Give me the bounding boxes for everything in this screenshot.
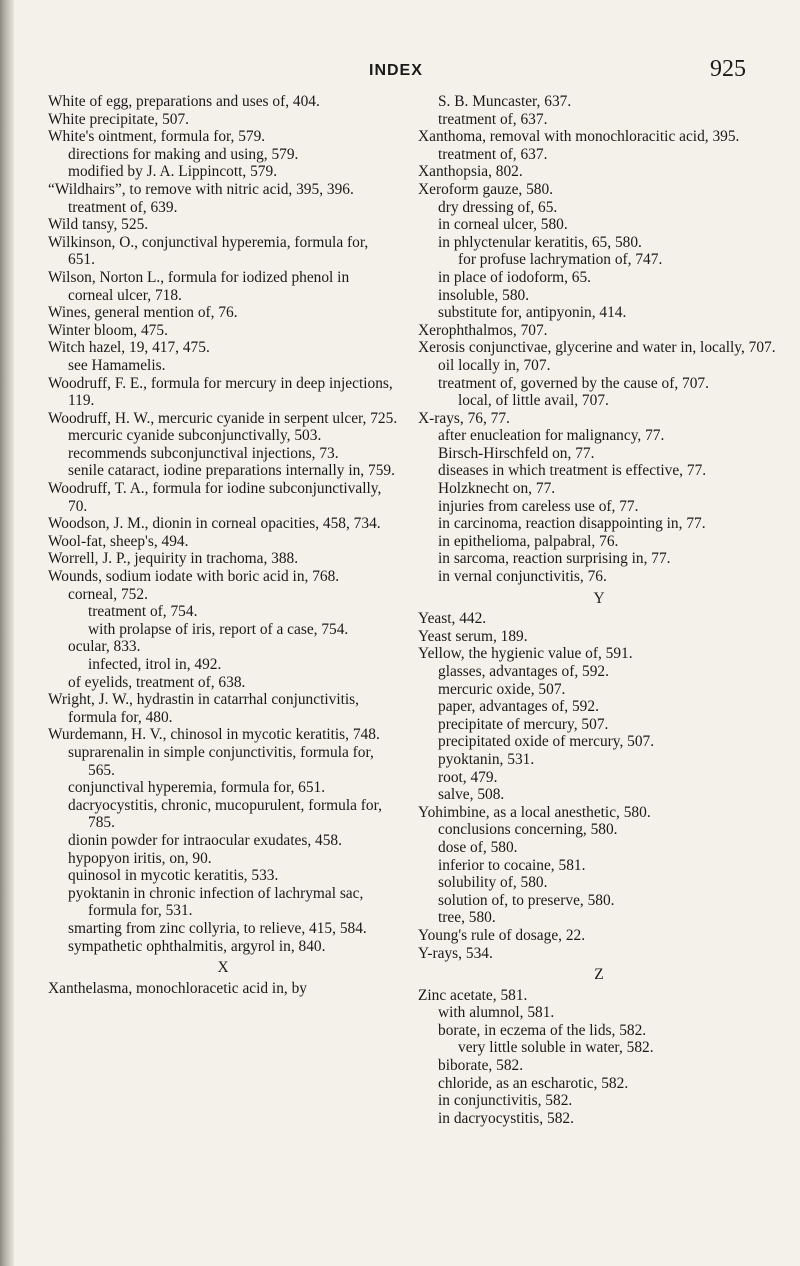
page-binding-edge: [0, 0, 14, 1266]
index-subentry: precipitated oxide of mercury, 507.: [438, 733, 655, 751]
index-subentry: in carcinoma, reaction disappointing in, 77.: [438, 515, 706, 533]
index-entry: White of egg, preparations and uses of, 404.: [48, 93, 320, 110]
index-entry: Y-rays, 534.: [418, 944, 493, 962]
index-subentry: diseases in which treatment is effective, 77.: [438, 462, 707, 480]
index-subentry: after enucleation for malignancy, 77.: [438, 427, 665, 445]
index-entry: Winter bloom, 475.: [48, 321, 168, 339]
index-subentry: conjunctival hyperemia, formula for, 651.: [68, 779, 326, 797]
index-subentry: recommends subconjunctival injections, 73.: [68, 444, 339, 462]
index-subentry: treatment of, 637.: [438, 110, 548, 128]
index-subentry: in dacryocystitis, 582.: [438, 1109, 574, 1127]
index-subentry: in phlyctenular keratitis, 65, 580.: [438, 233, 642, 251]
index-entry: Xanthelasma, monochloracetic acid in, by: [48, 979, 307, 997]
index-entry: Wounds, sodium iodate with boric acid in, 768.: [48, 568, 340, 586]
index-subentry: see Hamamelis.: [68, 356, 166, 374]
index-subentry: Holzknecht on, 77.: [438, 480, 556, 498]
index-entry: Wild tansy, 525.: [48, 216, 149, 234]
index-subentry: directions for making and using, 579.: [68, 145, 299, 163]
index-subentry: in conjunctivitis, 582.: [438, 1092, 573, 1110]
index-subentry: in vernal conjunctivitis, 76.: [438, 568, 607, 586]
index-entry: Wright, J. W., hydrastin in catarrhal conjunctivitis, formula for, 480.: [48, 691, 359, 726]
index-entry: Xanthopsia, 802.: [418, 163, 523, 181]
index-entry: “Wildhairs”, to remove with nitric acid, 395, 396.: [48, 180, 354, 198]
index-entry: Wilkinson, O., conjunctival hyperemia, formula for, 651.: [48, 233, 369, 269]
index-entry: Wines, general mention of, 76.: [48, 304, 238, 322]
index-entry: White precipitate, 507.: [48, 110, 190, 128]
index-subentry: pyoktanin in chronic infection of lachrymal sac, formula for, 531.: [68, 884, 364, 920]
section-letter: Z: [594, 966, 604, 984]
index-subentry: salve, 508.: [438, 786, 505, 804]
index-subentry: very little soluble in water, 582.: [458, 1039, 654, 1057]
index-entry: Witch hazel, 19, 417, 475.: [48, 339, 210, 357]
index-subentry: hypopyon iritis, on, 90.: [68, 849, 212, 867]
index-subentry: modified by J. A. Lippincott, 579.: [68, 163, 278, 181]
index-entry: Wurdemann, H. V., chinosol in mycotic keratitis, 748.: [48, 726, 380, 744]
index-subentry: in epithelioma, palpabral, 76.: [438, 532, 619, 550]
index-subentry: infected, itrol in, 492.: [88, 656, 222, 673]
index-subentry: mercuric cyanide subconjunctivally, 503.: [68, 427, 322, 445]
index-entry: X-rays, 76, 77.: [418, 409, 510, 427]
section-letter: X: [217, 959, 229, 977]
index-entry: Yohimbine, as a local anesthetic, 580.: [418, 803, 651, 821]
index-subentry: inferior to cocaine, 581.: [438, 856, 586, 874]
index-subentry: treatment of, 637.: [438, 145, 548, 163]
index-subentry: senile cataract, iodine preparations internally in, 759.: [68, 462, 395, 480]
index-subentry: for profuse lachrymation of, 747.: [458, 251, 663, 269]
index-subentry: in sarcoma, reaction surprising in, 77.: [438, 550, 671, 568]
index-entry: Woodruff, T. A., formula for iodine subconjunctivally, 70.: [48, 480, 382, 515]
index-entry: Yellow, the hygienic value of, 591.: [418, 645, 633, 663]
index-entry: Zinc acetate, 581.: [418, 986, 528, 1004]
index-subentry: dacryocystitis, chronic, mucopurulent, formula for, 785.: [68, 796, 382, 832]
index-subentry: conclusions concerning, 580.: [438, 821, 618, 839]
index-subentry: paper, advantages of, 592.: [438, 698, 599, 716]
index-subentry: treatment of, 639.: [68, 198, 178, 216]
index-entry: Wool-fat, sheep's, 494.: [48, 532, 189, 550]
index-subentry: in corneal ulcer, 580.: [438, 216, 568, 234]
index-entry: Woodruff, F. E., formula for mercury in deep injections, 119.: [48, 374, 393, 410]
index-entry: Xeroform gauze, 580.: [418, 180, 554, 198]
index-entry: Wilson, Norton L., formula for iodized phenol in corneal ulcer, 718.: [48, 268, 350, 304]
index-entry: White's ointment, formula for, 579.: [48, 128, 266, 146]
index-subentry: in place of iodoform, 65.: [438, 268, 592, 286]
index-subentry: mercuric oxide, 507.: [438, 680, 566, 698]
index-subentry: corneal, 752.: [68, 585, 148, 603]
index-subentry: injuries from careless use of, 77.: [438, 497, 639, 515]
page-title: INDEX: [369, 62, 423, 79]
index-subentry: substitute for, antipyonin, 414.: [438, 304, 627, 322]
section-letter: Y: [593, 589, 605, 607]
index-subentry: oil locally in, 707.: [438, 356, 551, 374]
index-subentry: precipitate of mercury, 507.: [438, 715, 609, 733]
index-subentry: of eyelids, treatment of, 638.: [68, 673, 246, 691]
index-entry: Yeast serum, 189.: [418, 627, 528, 645]
index-subentry: insoluble, 580.: [438, 286, 530, 304]
index-entry: Xerophthalmos, 707.: [418, 321, 548, 339]
index-subentry: ocular, 833.: [68, 638, 141, 656]
index-subentry: glasses, advantages of, 592.: [438, 663, 609, 680]
index-entry: Xerosis conjunctivae, glycerine and water in, locally, 707.: [418, 339, 776, 357]
index-subentry: root, 479.: [438, 768, 498, 786]
index-subentry: pyoktanin, 531.: [438, 750, 535, 768]
index-entry: Worrell, J. P., jequirity in trachoma, 388.: [48, 550, 299, 568]
index-subentry: dose of, 580.: [438, 838, 518, 856]
index-entry: Young's rule of dosage, 22.: [418, 926, 586, 944]
index-subentry: quinosol in mycotic keratitis, 533.: [68, 867, 279, 885]
index-entry: Woodruff, H. W., mercuric cyanide in serpent ulcer, 725.: [48, 409, 398, 427]
index-subentry: solution of, to preserve, 580.: [438, 891, 615, 909]
index-entry: Woodson, J. M., dionin in corneal opacities, 458, 734.: [48, 515, 381, 533]
index-subentry: with prolapse of iris, report of a case, 754.: [88, 620, 349, 638]
index-subentry: sympathetic ophthalmitis, argyrol in, 840.: [68, 937, 326, 955]
index-column-right: [418, 93, 780, 1127]
index-subentry: dionin powder for intraocular exudates, 458.: [68, 831, 342, 849]
index-subentry: smarting from zinc collyria, to relieve, 415, 584.: [68, 919, 367, 937]
index-entry: Yeast, 442.: [418, 610, 487, 628]
index-subentry: suprarenalin in simple conjunctivitis, formula for, 565.: [68, 743, 374, 779]
index-subentry: treatment of, 754.: [88, 603, 198, 621]
index-subentry: borate, in eczema of the lids, 582.: [438, 1021, 647, 1039]
index-subentry: tree, 580.: [438, 909, 496, 927]
index-subentry: S. B. Muncaster, 637.: [438, 93, 572, 110]
index-subentry: local, of little avail, 707.: [458, 392, 609, 410]
index-subentry: biborate, 582.: [438, 1057, 524, 1075]
index-subentry: Birsch-Hirschfeld on, 77.: [438, 444, 595, 462]
index-subentry: dry dressing of, 65.: [438, 198, 558, 216]
index-subentry: solubility of, 580.: [438, 874, 548, 892]
index-column-left: [48, 93, 398, 997]
index-subentry: treatment of, governed by the cause of, 707.: [438, 374, 709, 392]
index-subentry: chloride, as an escharotic, 582.: [438, 1074, 629, 1092]
page-number: 925: [710, 56, 746, 82]
index-entry: Xanthoma, removal with monochloracitic acid, 395.: [418, 128, 740, 146]
index-subentry: with alumnol, 581.: [438, 1004, 555, 1022]
